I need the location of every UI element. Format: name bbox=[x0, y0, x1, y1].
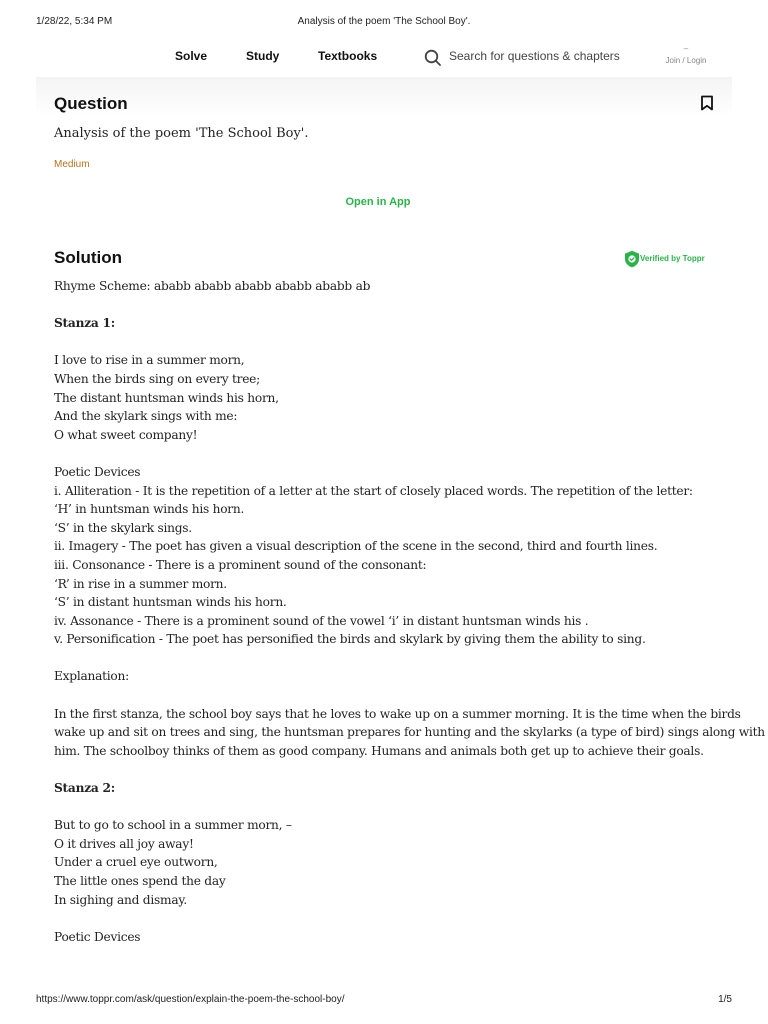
spacer bbox=[54, 760, 734, 779]
spacer bbox=[54, 798, 734, 817]
nav-textbooks-link[interactable]: Textbooks bbox=[318, 49, 378, 63]
join-login-label: Join / Login bbox=[665, 56, 707, 65]
solution-line: v. Personification - The poet has personified the birds and skylark by giving them the ability to sing. bbox=[54, 632, 646, 647]
difficulty-badge: Medium bbox=[54, 159, 90, 170]
solution-line: Under a cruel eye outworn, bbox=[54, 855, 218, 870]
solution-line: O what sweet company! bbox=[54, 427, 198, 442]
verified-label: Verified by Toppr bbox=[640, 254, 705, 263]
solution-line: But to go to school in a summer morn, – bbox=[54, 818, 292, 833]
solution-line: I love to rise in a summer morn, bbox=[54, 353, 245, 368]
nav-solve-link[interactable]: Solve bbox=[175, 49, 208, 63]
stanza-heading: Stanza 2: bbox=[54, 781, 115, 796]
print-page-title: Analysis of the poem 'The School Boy'. bbox=[297, 16, 471, 27]
solution-line: ‘S’ in the skylark sings. bbox=[54, 520, 192, 535]
solution-line: ‘R’ in rise in a summer morn. bbox=[54, 576, 227, 591]
solution-line: And the skylark sings with me: bbox=[54, 409, 238, 424]
solution-line: In the first stanza, the school boy says that he loves to wake up on a summer morning. It is the time when the birds bbox=[54, 706, 741, 721]
spacer bbox=[54, 333, 734, 352]
print-header bbox=[36, 16, 732, 30]
spacer bbox=[54, 296, 734, 315]
stanza-heading: Stanza 1: bbox=[54, 316, 115, 331]
spacer bbox=[54, 686, 734, 705]
solution-body bbox=[54, 277, 765, 946]
solution-line: Poetic Devices bbox=[54, 464, 141, 479]
solution-line: iv. Assonance - There is a prominent sound of the vowel ‘i’ in distant huntsman winds his . bbox=[54, 613, 589, 628]
solution-heading: Solution bbox=[54, 248, 122, 267]
print-footer bbox=[36, 994, 732, 1008]
join-dash: – bbox=[683, 44, 689, 53]
solution-line: When the birds sing on every tree; bbox=[54, 371, 260, 386]
solution-line: The little ones spend the day bbox=[54, 874, 226, 888]
top-navigation bbox=[0, 44, 768, 70]
solution-line: Rhyme Scheme: ababb ababb ababb ababb ababb ab bbox=[54, 279, 371, 293]
solution-line: O it drives all joy away! bbox=[54, 836, 194, 851]
solution-line: him. The schoolboy thinks of them as good company. Humans and animals both get up to achieve their goals. bbox=[54, 743, 704, 758]
search-placeholder: Search for questions & chapters bbox=[449, 49, 620, 63]
verified-badge-icon bbox=[624, 250, 640, 268]
solution-line: ‘H’ in huntsman winds his horn. bbox=[54, 502, 245, 517]
solution-line: i. Alliteration - It is the repetition of a letter at the start of closely placed words. The repetition of the letter: bbox=[54, 483, 693, 498]
solution-line: Explanation: bbox=[54, 669, 129, 684]
spacer bbox=[54, 909, 734, 928]
print-timestamp: 1/28/22, 5:34 PM bbox=[36, 16, 113, 27]
solution-line: ii. Imagery - The poet has given a visual description of the scene in the second, third and fourth lines. bbox=[54, 539, 658, 554]
open-in-app-link[interactable]: Open in App bbox=[345, 196, 411, 208]
question-heading: Question bbox=[54, 94, 128, 113]
question-text: Analysis of the poem 'The School Boy'. bbox=[54, 126, 309, 141]
footer-url: https://www.toppr.com/ask/question/explain-the-poem-the-school-boy/ bbox=[36, 994, 345, 1005]
solution-line: Poetic Devices bbox=[54, 929, 141, 944]
search-icon bbox=[424, 49, 442, 67]
solution-line: iii. Consonance - There is a prominent sound of the consonant: bbox=[54, 557, 427, 572]
bookmark-icon[interactable] bbox=[700, 95, 714, 111]
spacer bbox=[54, 649, 734, 668]
solution-line: ‘S’ in distant huntsman winds his horn. bbox=[54, 595, 287, 610]
join-login-button[interactable] bbox=[660, 44, 712, 66]
solution-line: wake up and sit on trees and sing, the huntsman prepares for hunting and the skylarks (a type of bird) sings along with bbox=[54, 725, 765, 740]
question-card-header bbox=[36, 77, 732, 117]
nav-study-link[interactable]: Study bbox=[246, 49, 280, 63]
solution-line: In sighing and dismay. bbox=[54, 892, 187, 907]
page-number: 1/5 bbox=[718, 994, 732, 1005]
solution-line: The distant huntsman winds his horn, bbox=[54, 390, 279, 405]
spacer bbox=[54, 444, 734, 463]
